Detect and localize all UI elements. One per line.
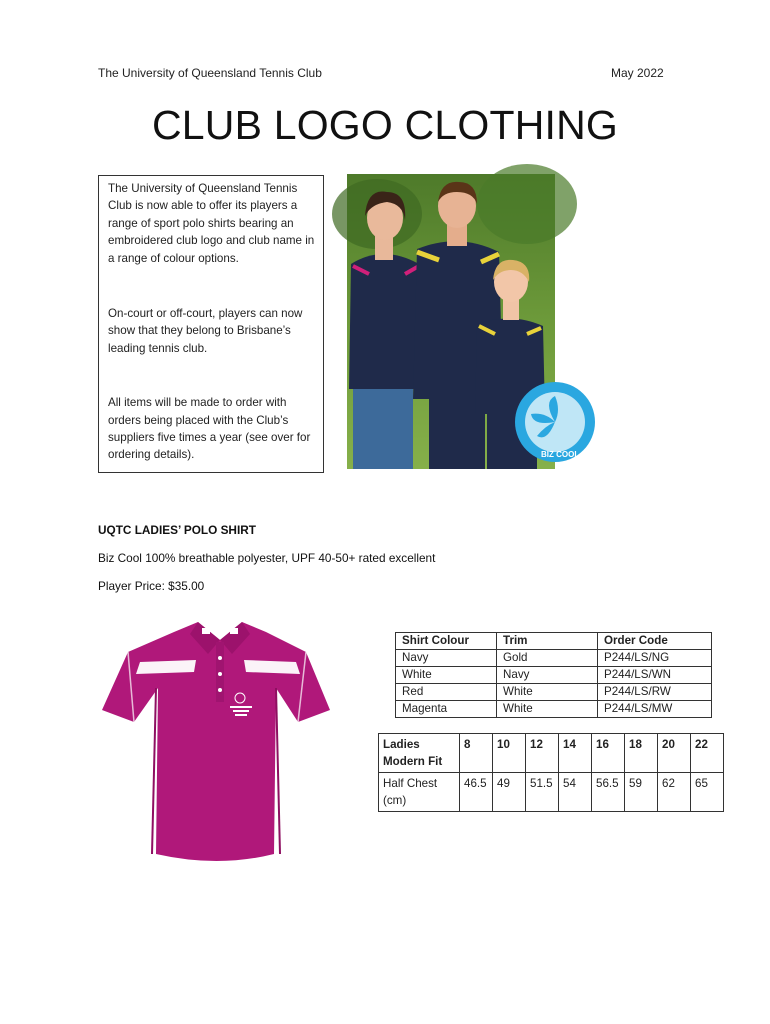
table-row (396, 667, 712, 684)
order-code-cell: P244/LS/WN (598, 667, 712, 684)
order-code-cell: P244/LS/RW (598, 684, 712, 701)
size-cell: 14 (559, 734, 592, 773)
size-cell: 18 (625, 734, 658, 773)
half-chest-label: Half Chest (cm) (379, 773, 460, 812)
table-row (396, 701, 712, 718)
shirt-colour-cell: Red (396, 684, 497, 701)
size-header-row (379, 734, 724, 773)
intro-text-box (98, 175, 324, 473)
size-cell: 12 (526, 734, 559, 773)
size-cell: 8 (460, 734, 493, 773)
size-header-label: Ladies Modern Fit (379, 734, 460, 773)
size-cell: 22 (691, 734, 724, 773)
intro-paragraph-2: On-court or off-court, players can now show that they belong to Brisbane’s leading tennis club. (108, 307, 303, 355)
magenta-polo-shirt-image (100, 618, 332, 864)
table-row (396, 650, 712, 667)
size-cell: 10 (493, 734, 526, 773)
trim-cell: Navy (497, 667, 598, 684)
size-chart-table (378, 733, 724, 812)
shirt-colour-cell: White (396, 667, 497, 684)
measurement-cell: 62 (658, 773, 691, 812)
product-heading: UQTC LADIES’ POLO SHIRT (98, 523, 256, 537)
order-code-cell: P244/LS/MW (598, 701, 712, 718)
col-order-code: Order Code (598, 633, 712, 650)
header-club-name: The University of Queensland Tennis Club (98, 66, 322, 80)
measurement-cell: 51.5 (526, 773, 559, 812)
measurement-cell: 49 (493, 773, 526, 812)
shirt-colour-cell: Magenta (396, 701, 497, 718)
product-price: Player Price: $35.00 (98, 579, 205, 593)
measurement-cell: 59 (625, 773, 658, 812)
page-title: CLUB LOGO CLOTHING (151, 102, 619, 148)
trim-cell: White (497, 701, 598, 718)
badge-text: BIZ COOL (541, 450, 580, 459)
trim-cell: Gold (497, 650, 598, 667)
half-chest-row (379, 773, 724, 812)
measurement-cell: 54 (559, 773, 592, 812)
intro-paragraph-3: All items will be made to order with orders being placed with the Club’s suppliers five times a year (see over for ordering details). (108, 396, 311, 462)
measurement-cell: 56.5 (592, 773, 625, 812)
measurement-cell: 65 (691, 773, 724, 812)
intro-paragraph-1: The University of Queensland Tennis Club is now able to offer its players a range of sport polo shirts bearing an embroidered club logo and club name in a range of colour options. (108, 182, 315, 265)
product-fabric: Biz Cool 100% breathable polyester, UPF 40-50+ rated excellent (98, 551, 436, 565)
header-date: May 2022 (611, 66, 664, 80)
players-photo (347, 174, 580, 469)
size-cell: 20 (658, 734, 691, 773)
table-row (396, 684, 712, 701)
size-cell: 16 (592, 734, 625, 773)
biz-cool-badge (515, 382, 595, 462)
col-trim: Trim (497, 633, 598, 650)
measurement-cell: 46.5 (460, 773, 493, 812)
order-code-cell: P244/LS/NG (598, 650, 712, 667)
colour-options-table (395, 632, 712, 718)
colour-table-header (396, 633, 712, 650)
trim-cell: White (497, 684, 598, 701)
shirt-colour-cell: Navy (396, 650, 497, 667)
col-shirt-colour: Shirt Colour (396, 633, 497, 650)
